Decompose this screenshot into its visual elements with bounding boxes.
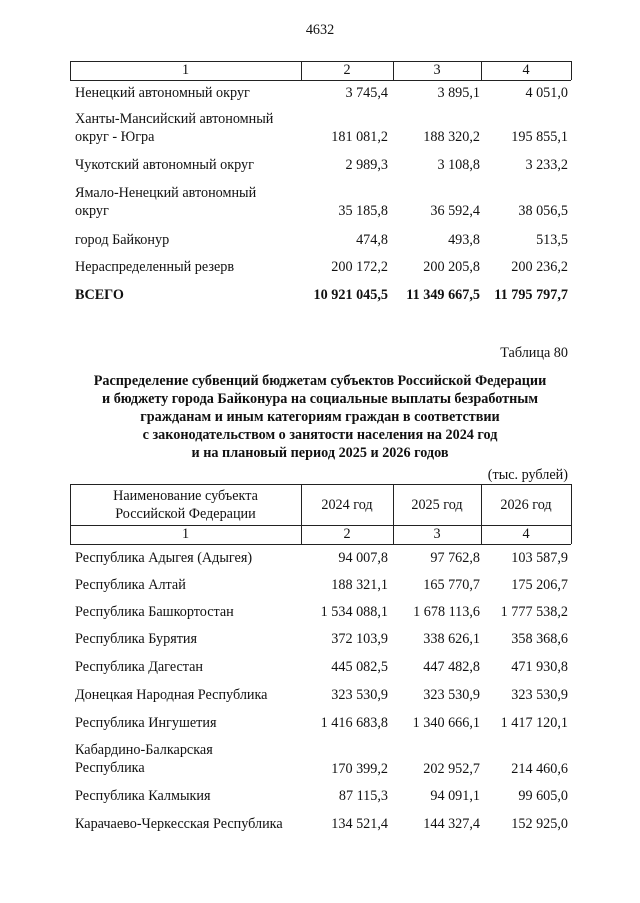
table1-row-name: округ - Югра	[75, 129, 155, 145]
table1-total-2024: 10 921 045,5	[313, 287, 388, 303]
table2-row-name: Республика Алтай	[75, 577, 186, 593]
table-title-line: и на плановый период 2025 и 2026 годов	[191, 445, 449, 461]
table1-header-divider	[571, 61, 572, 80]
table2-row-name: Республика Бурятия	[75, 631, 198, 647]
table1-col-number: 2	[343, 62, 351, 78]
table2-cell-2026: 323 530,9	[511, 687, 568, 703]
table1-cell-2024: 200 172,2	[331, 259, 388, 275]
table1-row-name: Ненецкий автономный округ	[75, 85, 250, 101]
table2-cell-2026: 152 925,0	[511, 816, 568, 832]
table2-cell-2025: 202 952,7	[423, 761, 480, 777]
table1-cell-2026: 513,5	[536, 232, 568, 248]
table1-cell-2025: 493,8	[448, 232, 480, 248]
table2-cell-2026: 471 930,8	[511, 659, 568, 675]
table2-cell-2025: 323 530,9	[423, 687, 480, 703]
table2-cell-2024: 372 103,9	[331, 631, 388, 647]
table2-header-2025: 2025 год	[411, 497, 463, 513]
table1-cell-2026: 195 855,1	[511, 129, 568, 145]
table2-row-name: Республика Башкортостан	[75, 604, 234, 620]
table2-cell-2026: 99 605,0	[518, 788, 568, 804]
table2-row-name: Республика Калмыкия	[75, 788, 211, 804]
table2-cell-2026: 1 417 120,1	[500, 715, 568, 731]
table2-cell-2025: 97 762,8	[430, 550, 480, 566]
table1-cell-2024: 2 989,3	[345, 157, 388, 173]
table1-col-number: 3	[433, 62, 441, 78]
table2-cell-2024: 1 534 088,1	[320, 604, 388, 620]
table1-row-name: город Байконур	[75, 232, 170, 248]
table2-row-name: Донецкая Народная Республика	[75, 687, 268, 703]
table-title-line: с законодательством о занятости населения на 2024 год	[142, 427, 498, 443]
table2-cell-2025: 94 091,1	[430, 788, 480, 804]
table2-col-number: 4	[522, 526, 530, 542]
table2-row-name: Республика	[75, 760, 145, 776]
table2-col-number: 2	[343, 526, 351, 542]
table1-header-bottom-border	[70, 80, 571, 81]
table2-cell-2026: 1 777 538,2	[500, 604, 568, 620]
table1-col-number: 1	[181, 62, 190, 78]
table1-total-2026: 11 795 797,7	[494, 287, 568, 303]
table2-cell-2025: 447 482,8	[423, 659, 480, 675]
table2-col-number: 3	[433, 526, 441, 542]
table-title-line: и бюджету города Байконура на социальные выплаты безработным	[101, 391, 539, 407]
table2-header-top-border	[70, 484, 571, 485]
table2-header-2026: 2026 год	[500, 497, 552, 513]
table2-row-name: Кабардино-Балкарская	[75, 742, 213, 758]
table1-cell-2026: 4 051,0	[525, 85, 568, 101]
table2-cell-2025: 165 770,7	[423, 577, 480, 593]
table1-cell-2025: 200 205,8	[423, 259, 480, 275]
table1-cell-2024: 3 745,4	[345, 85, 388, 101]
table2-row-name: Карачаево-Черкесская Республика	[75, 816, 283, 832]
table2-header-name: Наименование субъекта	[113, 488, 258, 504]
table2-cell-2024: 188 321,1	[331, 577, 388, 593]
table1-cell-2025: 36 592,4	[430, 203, 480, 219]
table1-cell-2026: 3 233,2	[525, 157, 568, 173]
table-label: Таблица 80	[500, 345, 568, 361]
table2-header-bottom-border	[70, 544, 571, 545]
table1-cell-2024: 181 081,2	[331, 129, 388, 145]
table1-cell-2024: 474,8	[356, 232, 388, 248]
table2-row-name: Республика Дагестан	[75, 659, 204, 675]
table1-row-name: округ	[75, 203, 109, 219]
table2-col-number: 1	[181, 526, 190, 542]
table1-cell-2026: 38 056,5	[518, 203, 568, 219]
table2-cell-2024: 87 115,3	[338, 788, 388, 804]
table2-cell-2024: 445 082,5	[331, 659, 388, 675]
table2-row-name: Республика Адыгея (Адыгея)	[75, 550, 253, 566]
table-title-line: гражданам и иным категориям граждан в соответствии	[140, 409, 500, 425]
table2-cell-2026: 214 460,6	[511, 761, 568, 777]
table2-header-divider	[571, 484, 572, 544]
units-label: (тыс. рублей)	[487, 467, 568, 483]
table2-cell-2024: 323 530,9	[331, 687, 388, 703]
table2-cell-2026: 358 368,6	[511, 631, 568, 647]
page-number: 4632	[305, 22, 335, 38]
table2-cell-2025: 338 626,1	[423, 631, 480, 647]
table2-cell-2026: 103 587,9	[511, 550, 568, 566]
table1-row-name: Ямало-Ненецкий автономный	[75, 185, 257, 201]
table1-cell-2025: 3 108,8	[437, 157, 480, 173]
table1-cell-2026: 200 236,2	[511, 259, 568, 275]
table1-row-name: Ханты-Мансийский автономный	[75, 111, 274, 127]
table2-cell-2024: 94 007,8	[338, 550, 388, 566]
table2-cell-2024: 170 399,2	[331, 761, 388, 777]
table2-row-name: Республика Ингушетия	[75, 715, 217, 731]
table1-col-number: 4	[522, 62, 530, 78]
table2-cell-2024: 134 521,4	[331, 816, 388, 832]
table1-row-name: Нераспределенный резерв	[75, 259, 235, 275]
table2-header-name: Российской Федерации	[115, 506, 256, 522]
table2-header-2024: 2024 год	[321, 497, 373, 513]
table2-cell-2026: 175 206,7	[511, 577, 568, 593]
table1-total-label: ВСЕГО	[75, 287, 124, 303]
table1-cell-2025: 3 895,1	[437, 85, 480, 101]
table2-cell-2025: 1 678 113,6	[413, 604, 480, 620]
table2-cell-2025: 1 340 666,1	[412, 715, 480, 731]
table-title-line: Распределение субвенций бюджетам субъектов Российской Федерации	[93, 373, 547, 389]
table2-cell-2025: 144 327,4	[423, 816, 480, 832]
table1-cell-2025: 188 320,2	[423, 129, 480, 145]
table1-row-name: Чукотский автономный округ	[75, 157, 254, 173]
table1-total-2025: 11 349 667,5	[406, 287, 480, 303]
table2-cell-2024: 1 416 683,8	[320, 715, 388, 731]
table1-cell-2024: 35 185,8	[338, 203, 388, 219]
